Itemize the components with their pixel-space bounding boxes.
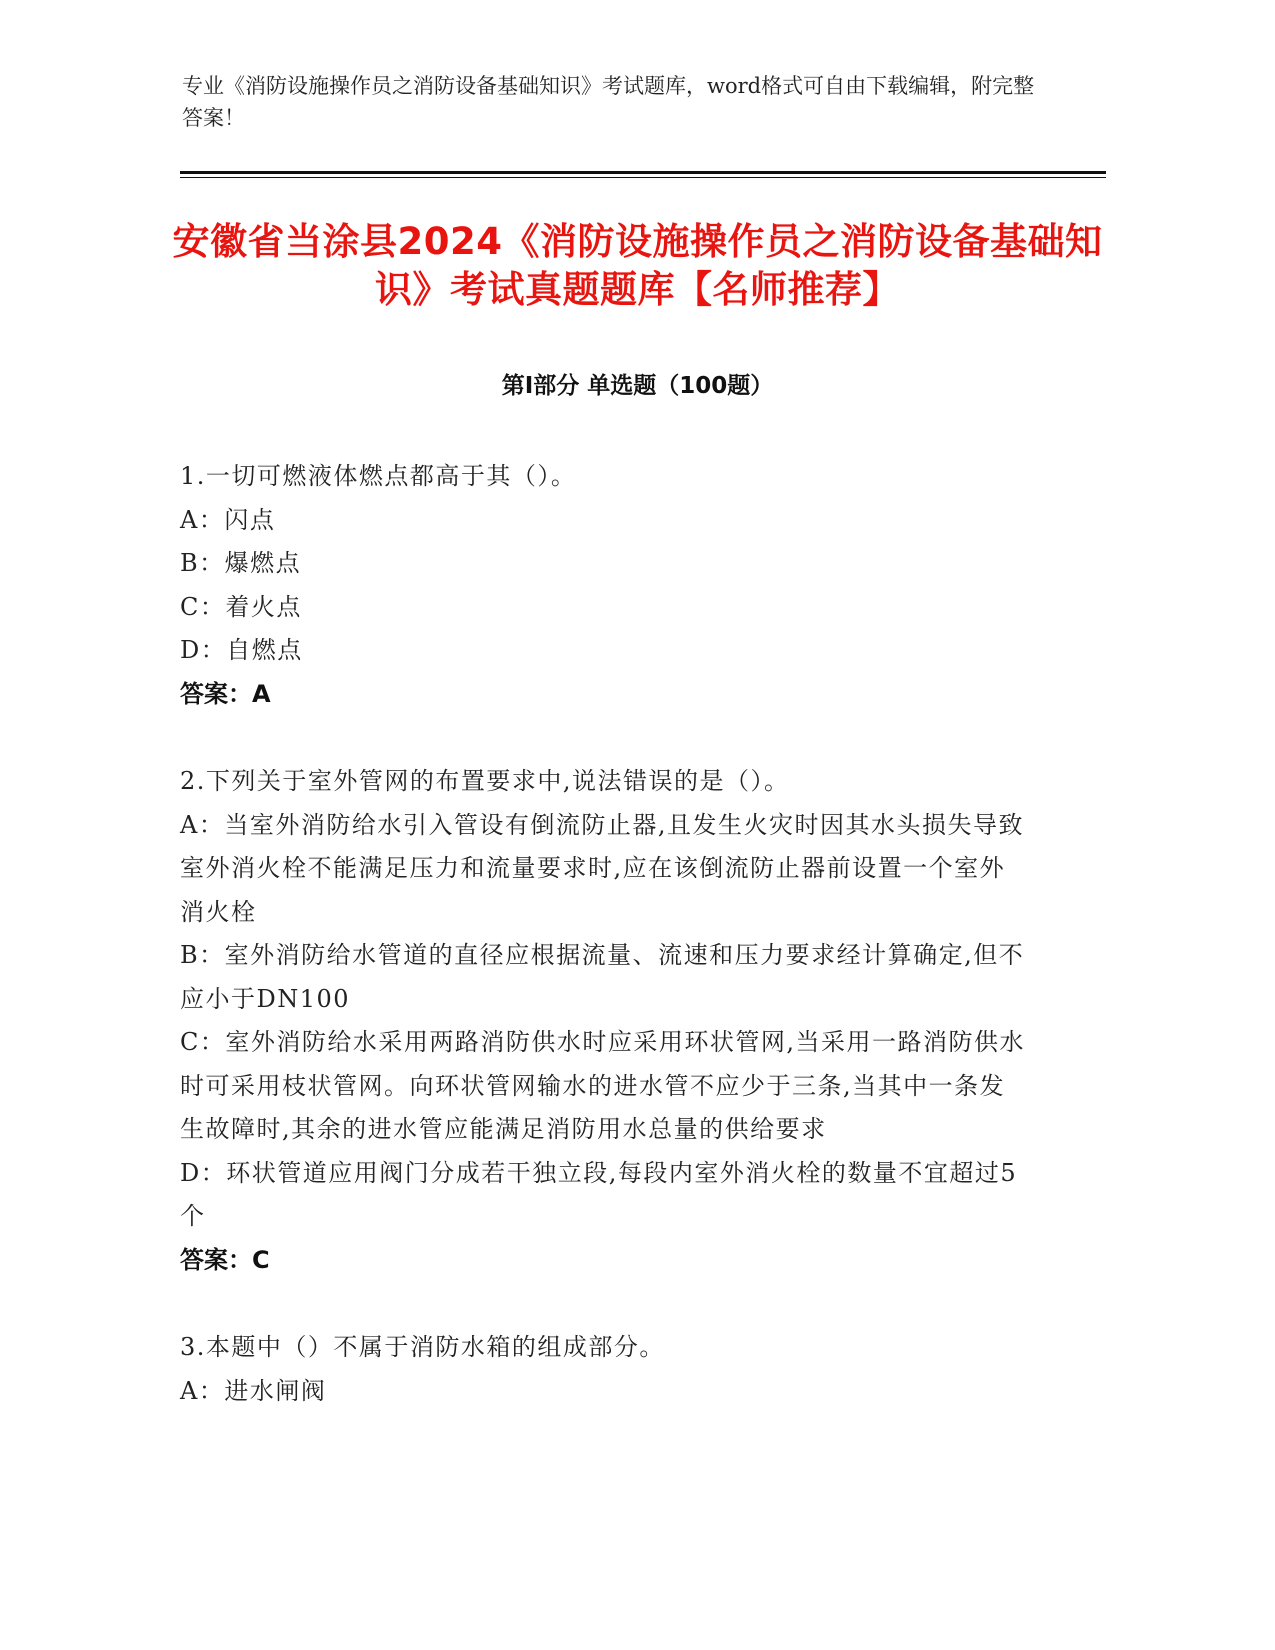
question-item [180, 1326, 1030, 1413]
header-divider-thick [180, 171, 1106, 174]
section-heading: 第I部分 单选题（100题） [501, 373, 774, 399]
question-option: B：爆燃点 [180, 549, 302, 577]
question-answer: 答案：A [180, 679, 271, 708]
question-stem: 3.本题中（）不属于消防水箱的组成部分。 [180, 1333, 665, 1361]
question-option: A：当室外消防给水引入管设有倒流防止器,且发生火灾时因其水头损失导致室外消火栓不能满足压力和流量要求时,应在该倒流防止器前设置一个室外消火栓 [180, 810, 1024, 926]
question-option: C：室外消防给水采用两路消防供水时应采用环状管网,当采用一路消防供水时可采用枝状管网。向环状管网输水的进水管不应少于三条,当其中一条发生故障时,其余的进水管应能满足消防用水总量的供给要求 [180, 1028, 1025, 1143]
question-option: A：闪点 [180, 505, 276, 534]
question-item [180, 760, 1030, 1282]
question-list [180, 455, 1030, 1457]
header-divider-thin [180, 177, 1106, 178]
question-option: B：室外消防给水管道的直径应根据流量、流速和压力要求经计算确定,但不应小于DN100 [180, 941, 1025, 1013]
question-option: D：环状管道应用阀门分成若干独立段,每段内室外消火栓的数量不宜超过5个 [180, 1158, 1018, 1230]
header-note: 专业《消防设施操作员之消防设备基础知识》考试题库，word格式可自由下载编辑，附完整答案！ [182, 74, 1035, 130]
question-option: A：进水闸阀 [180, 1376, 327, 1405]
document-title: 安徽省当涂县2024《消防设施操作员之消防设备基础知识》考试真题题库【名师推荐】 [172, 220, 1103, 311]
question-item [180, 455, 1030, 716]
question-stem: 1.一切可燃液体燃点都高于其（）。 [180, 462, 577, 490]
question-option: C：着火点 [180, 592, 302, 621]
question-option: D：自燃点 [180, 636, 303, 664]
question-stem: 2.下列关于室外管网的布置要求中,说法错误的是（）。 [180, 767, 790, 795]
question-answer: 答案：C [180, 1245, 270, 1274]
